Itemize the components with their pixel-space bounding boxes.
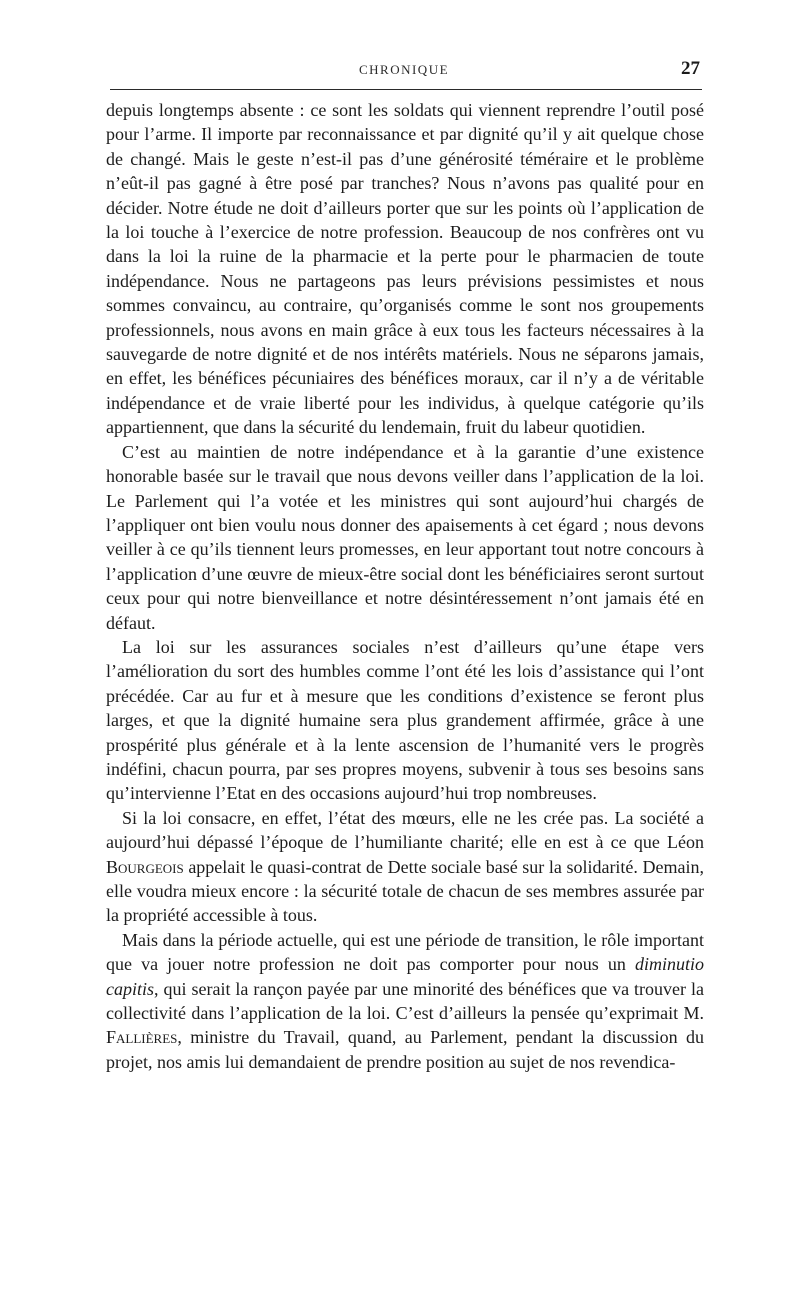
running-title: CHRONIQUE	[358, 62, 450, 77]
person-name-bourgeois: Bourgeois	[106, 856, 184, 877]
person-name-fallieres: Fallières	[106, 1027, 178, 1048]
paragraph-2: C’est au maintien de notre indépendance et à la garantie d’une existence honorable basée sur le travail que nous devons veiller dans l’application de la loi. Le Parlement qui l’a votée et les ministres qui sont aujourd’hui chargés de l’appliquer ont bien voulu nous donner des apaisements à cet égard ; nous devons veiller à ce qu’ils tiennent leurs promesses, en leur apportant tout notre concours à l’application d’une œuvre de mieux-être social dont les bénéficiaires seront surtout ceux pour qui notre bienveillance et notre désintéressement n’ont jamais été en défaut.	[106, 441, 704, 633]
paragraph-3: La loi sur les assurances sociales n’est d’ailleurs qu’une étape vers l’amélioration du sort des humbles comme l’ont été les lois d’assistance qui l’ont précédée. Car au fur et à mesure que les conditions d’existence se feront plus larges, et que la dignité humaine sera plus grandement affirmée, grâce à une prospérité plus générale et à la lente ascension de l’humanité vers le progrès indéfini, chacun pourra, par ses propres moyens, subvenir à tous ses besoins sans qu’intervienne l’Etat en des occasions aujourd’hui trop nombreuses.	[106, 636, 704, 804]
paragraph-5-text-end: , ministre du Travail, quand, au Parlement, pendant la discussion du projet, nos amis lui demandaient de prendre position au sujet de nos revendica-	[106, 1027, 704, 1072]
latin-phrase: diminutio capitis	[106, 954, 704, 999]
paragraph-5-text-start: Mais dans la période actuelle, qui est une période de transition, le rôle important que va jouer notre profession ne doit pas comporter pour nous un	[106, 929, 704, 975]
header-rule	[110, 89, 702, 90]
page-number: 27	[681, 58, 700, 79]
paragraph-4-text-end: appelait le quasi-contrat de Dette sociale basé sur la solidarité. Demain, elle voudra mieux encore : la sécurité totale de chacun de ses membres assurée par la propriété accessible à tous.	[106, 856, 704, 926]
paragraph-5	[106, 928, 704, 1074]
paragraph-5-text-middle: , qui serait la rançon payée par une minorité des bénéfices que va trouver la collectivité dans l’application de la loi. C’est d’ailleurs la pensée qu’exprimait M.	[106, 978, 704, 1024]
running-head	[108, 58, 700, 84]
body-text	[106, 98, 704, 1074]
paragraph-1: depuis longtemps absente : ce sont les soldats qui viennent reprendre l’outil posé pour l’arme. Il importe par reconnaissance et par dignité qu’il y ait quelque chose de changé. Mais le geste n’est-il pas d’une générosité téméraire et le problème n’eût-il pas gagné à être posé par tranches? Nous n’avons pas qualité pour en décider. Notre étude ne doit d’ailleurs porter que sur les points où l’application de la loi touche à l’exercice de notre profession. Beaucoup de nos confrères ont vu dans la loi la ruine de la pharmacie et la perte pour le pharmacien de toute indépendance. Nous ne partageons pas leurs prévisions pessimistes et nous sommes convaincu, au contraire, qu’organisés comme le sont nos groupements professionnels, nous avons en main grâce à eux tous les facteurs nécessaires à la sauvegarde de notre dignité et de nos intérêts matériels. Nous ne séparons jamais, en effet, les bénéfices pécuniaires des bénéfices moraux, car il n’y a de véritable indépendance et de vraie liberté pour les individus, à quelque catégorie qu’ils appartiennent, que dans la sécurité du lendemain, fruit du labeur quotidien.	[106, 100, 704, 438]
paragraph-4-text-start: Si la loi consacre, en effet, l’état des mœurs, elle ne les crée pas. La société a aujourd’hui dépassé l’époque de l’humiliante charité; elle en est à ce que Léon	[106, 807, 704, 853]
paragraph-4	[106, 806, 704, 928]
